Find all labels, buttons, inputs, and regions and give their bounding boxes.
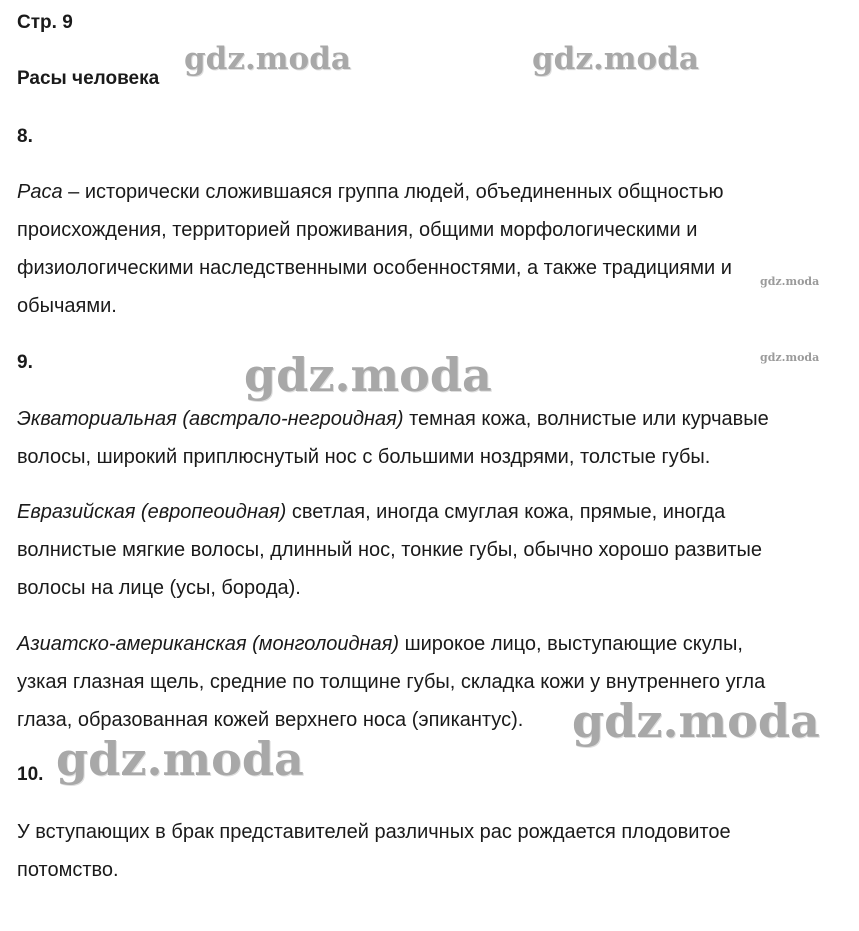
q9-asian-american-term: Азиатско-американская (монголоидная) bbox=[17, 633, 400, 655]
q9-eurasian-line-2: волнистые мягкие волосы, длинный нос, тонкие губы, обычно хорошо развитые bbox=[17, 539, 763, 561]
q9-equatorial-line-1 bbox=[17, 407, 769, 431]
watermark-small-1: gdz.moda bbox=[760, 275, 820, 288]
q9-eurasian-term: Евразийская (европеоидная) bbox=[17, 501, 287, 523]
q9-eurasian-line-1 bbox=[17, 500, 725, 524]
watermark-small-2: gdz.moda bbox=[760, 351, 820, 364]
section-title: Расы человека bbox=[17, 68, 160, 89]
q9-eurasian-line-1-text: светлая, иногда смуглая кожа, прямые, иногда bbox=[286, 501, 726, 523]
question-8-number: 8. bbox=[17, 126, 33, 147]
q9-equatorial-term: Экваториальная (австрало-негроидная) bbox=[17, 408, 404, 430]
q9-asian-american-line-1-text: широкое лицо, выступающие скулы, bbox=[399, 633, 743, 655]
q8-line-3: физиологическими наследственными особенностями, а также традициями и bbox=[17, 257, 732, 279]
q8-line-1-text: – исторически сложившаяся группа людей, объединенных общностью bbox=[62, 181, 724, 203]
q9-equatorial-line-2: волосы, широкий приплюснутый нос с большими ноздрями, толстые губы. bbox=[17, 446, 711, 468]
q9-equatorial-line-1-text: темная кожа, волнистые или курчавые bbox=[403, 408, 769, 430]
q9-asian-american-line-3: глаза, образованная кожей верхнего носа (эпикантус). bbox=[17, 709, 524, 731]
q9-asian-american-line-2: узкая глазная щель, средние по толщине губы, складка кожи у внутреннего угла bbox=[17, 671, 766, 693]
page-label: Стр. 9 bbox=[17, 12, 73, 33]
watermark-top-right: gdz.moda bbox=[532, 41, 699, 77]
q10-line-1: У вступающих в брак представителей различных рас рождается плодовитое bbox=[17, 821, 731, 843]
watermark-lower-left: gdz.moda bbox=[56, 732, 304, 786]
question-9-number: 9. bbox=[17, 352, 33, 373]
q8-line-4: обычаями. bbox=[17, 295, 117, 317]
q10-line-2: потомство. bbox=[17, 859, 119, 881]
q8-line-2: происхождения, территорией проживания, общими морфологическими и bbox=[17, 219, 698, 241]
q8-term: Раса bbox=[17, 181, 63, 203]
q9-asian-american-line-1 bbox=[17, 632, 743, 656]
watermark-lower-right: gdz.moda bbox=[572, 694, 820, 748]
q8-line-1 bbox=[17, 180, 723, 204]
watermark-top-left: gdz.moda bbox=[184, 41, 351, 77]
question-10-number: 10. bbox=[17, 764, 44, 785]
watermark-middle: gdz.moda bbox=[244, 348, 492, 402]
q9-eurasian-line-3: волосы на лице (усы, борода). bbox=[17, 577, 301, 599]
